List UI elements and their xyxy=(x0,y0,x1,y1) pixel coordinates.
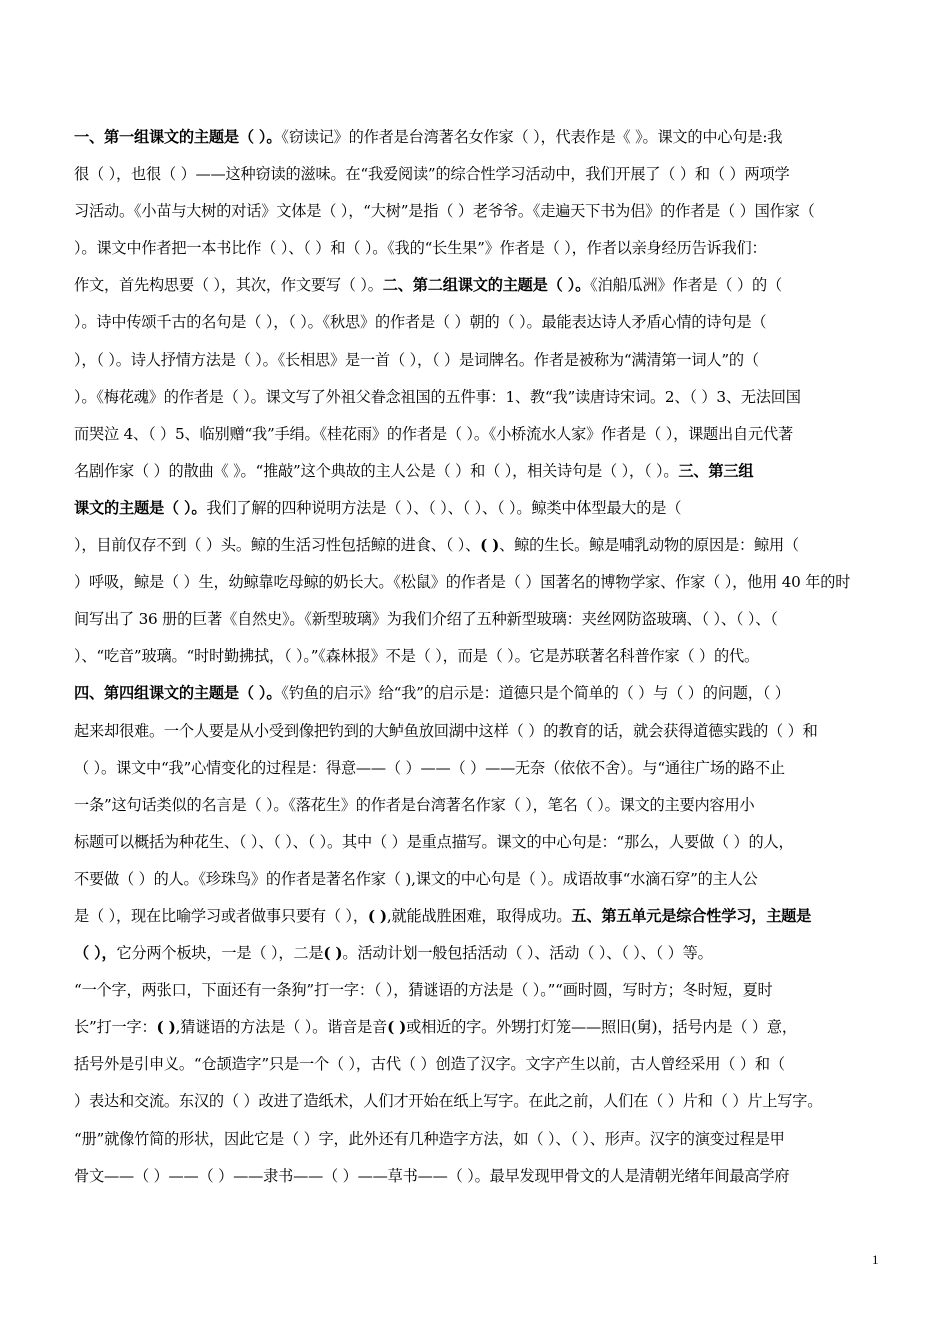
text-segment: （ ）。课文中“我”心情变化的过程是：得意——（ ）——（ ）——无奈（依依不舍）。与“通往广场的路不止 xyxy=(74,758,785,777)
text-segment: 而哭泣 4、（ ）5、临别赠“我”手绢。《桂花雨》的作者是（ ）。《小桥流水人家》作者是（ ），课题出自元代著 xyxy=(74,424,793,443)
text-line xyxy=(74,267,894,304)
text-segment: 、鲸的生长。鲸是哺乳动物的原因是：鲸用（ xyxy=(499,536,799,555)
text-line xyxy=(74,1121,894,1158)
text-line xyxy=(74,379,894,416)
text-line xyxy=(74,1046,894,1083)
bold-text-segment: 一、第一组课文的主题是（ ）。 xyxy=(74,128,282,146)
text-segment: 我们了解的四种说明方法是（ ）、（ ）、（ ）、（ ）。鲸类中体型最大的是（ xyxy=(206,498,682,517)
text-line xyxy=(74,861,894,898)
text-segment: 标题可以概括为种花生、（ ）、（ ）、（ ）。其中（ ）是重点描写。课文的中心句是：“那么，人要做（ ）的人， xyxy=(74,832,794,851)
text-segment: ,猜谜语的方法是（ ）。谐音是音 xyxy=(175,1018,388,1037)
bold-text-segment: 四、第四组课文的主题是（ ）。 xyxy=(74,684,282,703)
text-segment: 《窃读记》的作者是台湾著名女作家（ ），代表作是《 》。课文的中心句是:我 xyxy=(281,128,783,146)
text-line xyxy=(74,675,894,712)
text-segment: 一条”这句话类似的名言是（ ）。《落花生》的作者是台湾著名作家（ ），笔名（ ）。课文的主要内容用小 xyxy=(74,795,755,814)
text-segment: 括号外是引申义。“仓颉造字”只是一个（ ），古代（ ）创造了汉字。文字产生以前，古人曾经采用（ ）和（ xyxy=(74,1055,785,1074)
text-segment: ）呼吸，鲸是（ ）生，幼鲸靠吃母鲸的奶长大。《松鼠》的作者是（ ）国著名的博物学家、作家（ ），他用 40 年的时 xyxy=(74,573,851,592)
text-segment: ）。课文中作者把一本书比作（ ）、（ ）和（ ）。《我的“长生果”》作者是（ ），作者以亲身经历告诉我们： xyxy=(74,239,767,258)
text-line xyxy=(74,1009,894,1046)
text-segment: 不要做（ ）的人。《珍珠鸟》的作者是著名作家（ ),课文的中心句是（ ）。成语故事“水滴石穿”的主人公 xyxy=(74,869,758,888)
text-line xyxy=(74,824,894,861)
text-segment: 《钓鱼的启示》给“我”的启示是：道德只是个简单的（ ）与（ ）的问题，（ ） xyxy=(281,684,790,703)
bold-text-segment: ( ) xyxy=(387,1018,407,1037)
text-line xyxy=(74,527,894,564)
text-line xyxy=(74,416,894,453)
bold-text-segment: 五、第五单元是综合性学习，主题是 xyxy=(571,906,812,925)
bold-text-segment: ( ) xyxy=(156,1018,176,1037)
page-number: 1 xyxy=(872,1252,879,1267)
text-segment: ）。诗中传颂千古的名句是（ ），（ ）。《秋思》的作者是（ ）朝的（ ）。最能表达诗人矛盾心情的诗句是（ xyxy=(74,313,767,332)
text-segment: ）、“吃音”玻璃。“时时勤拂拭，（ ）。”《森林报》不是（ ），而是（ ）。它是苏联著名科普作家（ ）的代。 xyxy=(74,647,759,666)
text-line xyxy=(74,935,894,972)
bold-text-segment: 三、第三组 xyxy=(678,461,754,480)
text-segment: 名剧作家（ ）的散曲《 》。“推敲”这个典故的主人公是（ ）和（ ），相关诗句是（ ），（ ）。 xyxy=(74,461,679,480)
text-segment: 习活动。《小苗与大树的对话》文体是（ ），“大树”是指（ ）老爷爷。《走遍天下书为侣》的作者是（ ）国作家（ xyxy=(74,202,815,221)
text-line xyxy=(74,601,894,638)
text-line xyxy=(74,750,894,787)
text-segment: 。活动计划一般包括活动（ ）、活动（ ）、（ ）、（ ）等。 xyxy=(342,944,713,963)
document-body xyxy=(74,119,894,1195)
bold-text-segment: 二、第二组课文的主题是（ ）。 xyxy=(382,276,591,295)
bold-text-segment: ( ) xyxy=(367,906,387,925)
text-segment: “一个字，两张口，下面还有一条狗”打一字：（ ），猜谜语的方法是（ ）。”“画时圆，写时方；冬时短，夏时 xyxy=(74,981,773,1000)
bold-text-segment: （ ）， xyxy=(74,944,117,963)
text-segment: 它分两个板块，一是（ ），二是 xyxy=(116,944,324,963)
text-line xyxy=(74,1083,894,1120)
text-segment: 《泊船瓜洲》作者是（ ）的（ xyxy=(590,276,782,295)
text-segment: 或相近的字。外甥打灯笼——照旧(舅)，括号内是（ ）意， xyxy=(406,1018,797,1037)
text-segment: 骨文——（ ）——（ ）——隶书——（ ）——草书——（ ）。最早发现甲骨文的人是清朝光绪年间最高学府 xyxy=(74,1166,790,1185)
text-line xyxy=(74,193,894,230)
text-segment: 间写出了 36 册的巨著《自然史》。《新型玻璃》为我们介绍了五种新型玻璃：夹丝网防盗玻璃、（ ）、（ ）、（ xyxy=(74,610,778,629)
bold-text-segment: ( ) xyxy=(480,536,500,555)
text-segment: ,就能战胜困难，取得成功。 xyxy=(386,906,572,925)
text-segment: ），（ ）。诗人抒情方法是（ ）。《长相思》是一首（ ），（ ）是词牌名。作者是被称为“满清第一词人”的（ xyxy=(74,350,759,369)
text-segment: ）表达和交流。东汉的（ ）改进了造纸术，人们才开始在纸上写字。在此之前，人们在（ ）片和（ ）片上写字。 xyxy=(74,1092,823,1111)
text-segment: 是（ ），现在比喻学习或者做事只要有（ ）， xyxy=(74,906,368,925)
text-line xyxy=(74,119,894,156)
text-segment: ）。《梅花魂》的作者是（ ）。课文写了外祖父眷念祖国的五件事：1、教“我”读唐诗宋词。2、（ ）3、无法回国 xyxy=(74,387,801,406)
text-segment: “册”就像竹简的形状，因此它是（ ）字，此外还有几种造字方法，如（ ）、（ ）、形声。汉字的演变过程是甲 xyxy=(74,1129,785,1148)
text-line xyxy=(74,453,894,490)
text-line xyxy=(74,972,894,1009)
text-line xyxy=(74,564,894,601)
text-segment: 起来却很难。一个人要是从小受到像把钓到的大鲈鱼放回湖中这样（ ）的教育的话，就会获得道德实践的（ ）和 xyxy=(74,721,818,740)
text-line xyxy=(74,638,894,675)
bold-text-segment: 课文的主题是（ ）。 xyxy=(74,498,207,517)
text-segment: 长”打一字： xyxy=(74,1018,157,1037)
text-segment: ），目前仅存不到（ ）头。鲸的生活习性包括鲸的进食、（ ）、 xyxy=(74,536,481,555)
text-line xyxy=(74,898,894,935)
text-line xyxy=(74,342,894,379)
text-line xyxy=(74,230,894,267)
text-segment: 很（ ），也很（ ）——这种窃读的滋味。在“我爱阅读”的综合性学习活动中，我们开展了（ ）和（ ）两项学 xyxy=(74,165,790,184)
text-line xyxy=(74,1158,894,1195)
text-line xyxy=(74,490,894,527)
text-segment: 作文，首先构思要（ ），其次，作文要写（ ）。 xyxy=(74,276,383,295)
bold-text-segment: ( ) xyxy=(323,944,343,963)
text-line xyxy=(74,304,894,341)
text-line xyxy=(74,713,894,750)
text-line xyxy=(74,787,894,824)
text-line xyxy=(74,156,894,193)
